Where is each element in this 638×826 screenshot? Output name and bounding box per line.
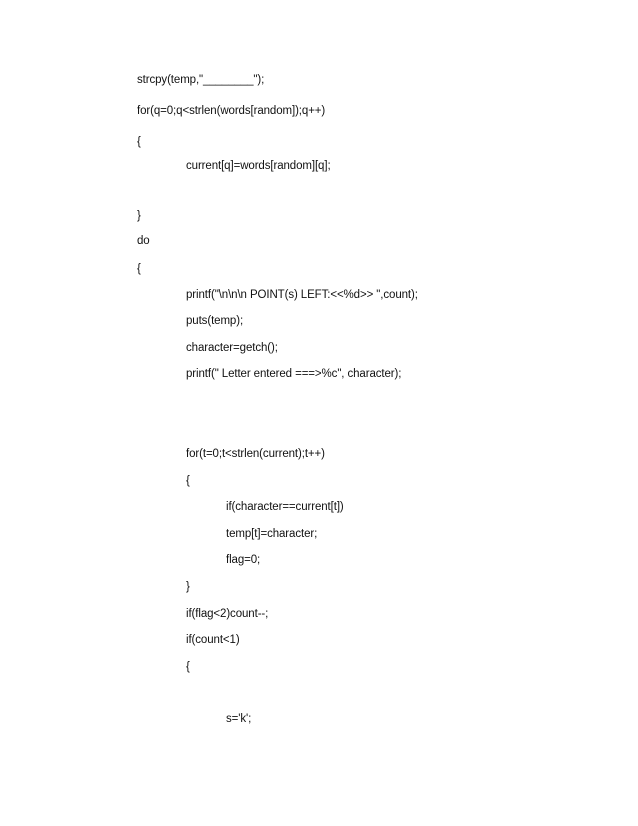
code-line: if(flag<2)count--; — [186, 608, 269, 620]
code-line: } — [137, 210, 141, 222]
code-line: { — [186, 661, 190, 673]
code-line: for(q=0;q<strlen(words[random]);q++) — [137, 105, 326, 117]
code-line: temp[t]=character; — [226, 528, 318, 540]
code-line: current[q]=words[random][q]; — [186, 160, 331, 172]
code-line: { — [137, 136, 141, 148]
code-line: puts(temp); — [186, 315, 244, 327]
code-line: do — [137, 235, 150, 247]
code-line: { — [137, 263, 141, 275]
code-line: { — [186, 475, 190, 487]
code-line: for(t=0;t<strlen(current);t++) — [186, 448, 325, 460]
code-line: printf("\n\n\n POINT(s) LEFT:<<%d>> ",count); — [186, 289, 418, 301]
code-line: if(character==current[t]) — [226, 501, 344, 513]
code-line: s='k'; — [226, 713, 252, 725]
code-line: if(count<1) — [186, 634, 240, 646]
code-line: flag=0; — [226, 554, 261, 566]
code-line: } — [186, 581, 190, 593]
code-line: strcpy(temp,"________"); — [137, 74, 265, 86]
code-line: printf(" Letter entered ===>%c", character); — [186, 368, 402, 380]
code-line: character=getch(); — [186, 342, 278, 354]
